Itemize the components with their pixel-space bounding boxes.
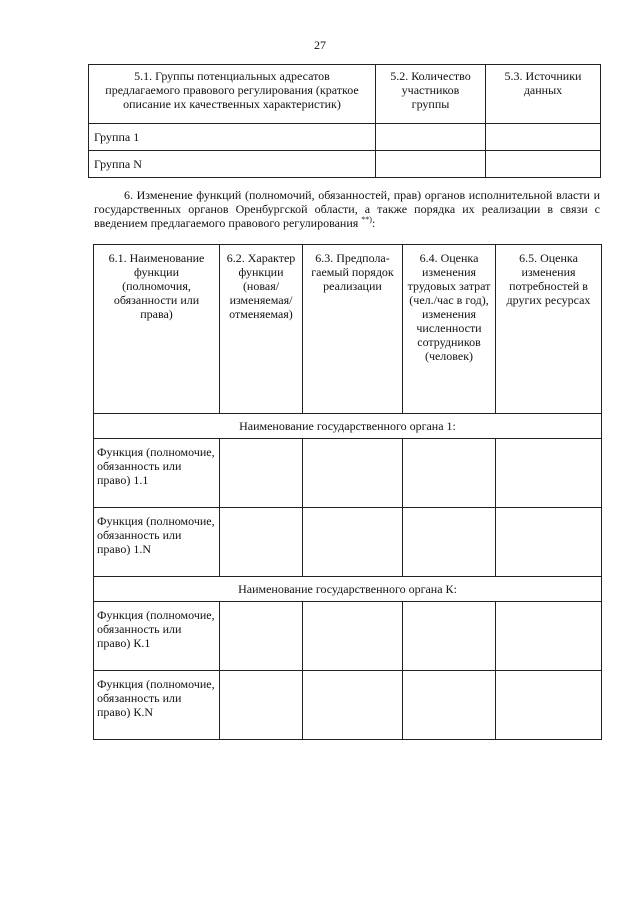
table-row — [89, 124, 601, 151]
empty-cell — [220, 508, 303, 577]
function-label: Функция (полномочие, обязанность или право) 1.N — [94, 508, 220, 577]
empty-cell — [496, 671, 602, 740]
empty-cell — [403, 671, 496, 740]
functions-table — [93, 244, 602, 740]
org-row — [94, 577, 602, 602]
empty-cell — [496, 508, 602, 577]
header-cell: 6.2. Характер функции (новая/ изменяемая/ отменяемая) — [220, 245, 303, 414]
empty-cell — [403, 602, 496, 671]
footnote-mark: **) — [361, 215, 372, 224]
header-cell: 6.1. Наименование функции (полномочия, обязанности или права) — [94, 245, 220, 414]
header-cell: 6.3. Предпола-гаемый порядок реализации — [303, 245, 403, 414]
empty-cell — [303, 439, 403, 508]
empty-cell — [496, 439, 602, 508]
header-cell: 6.5. Оценка изменения потребностей в других ресурсах — [496, 245, 602, 414]
org-name-1: Наименование государственного органа 1: — [94, 414, 602, 439]
empty-cell — [376, 151, 486, 178]
org-name-k: Наименование государственного органа К: — [94, 577, 602, 602]
empty-cell — [303, 602, 403, 671]
function-label: Функция (полномочие, обязанность или право) К.N — [94, 671, 220, 740]
target-groups-table — [88, 64, 601, 178]
table-header-row — [89, 65, 601, 124]
empty-cell — [486, 151, 601, 178]
paragraph-end: : — [371, 216, 376, 230]
table-header-row — [94, 245, 602, 414]
table-row — [94, 602, 602, 671]
header-cell: 5.1. Группы потенциальных адресатов предлагаемого правового регулирования (краткое описание их качественных характеристик) — [89, 65, 376, 124]
table-row — [94, 671, 602, 740]
section-6-text: 6. Изменение функций (полномочий, обязанностей, прав) органов исполнительной власти и государственных органов Оренбургской области, а также порядка их реализации в связи с введением предлагаемого правового регулирования — [94, 188, 600, 230]
page-number: 27 — [314, 38, 326, 52]
function-label: Функция (полномочие, обязанность или право) К.1 — [94, 602, 220, 671]
header-cell: 6.4. Оценка изменения трудовых затрат (чел./час в год), изменения численности сотрудников (человек) — [403, 245, 496, 414]
table-row — [94, 439, 602, 508]
header-cell: 5.2. Количество участников группы — [376, 65, 486, 124]
empty-cell — [496, 602, 602, 671]
empty-cell — [303, 671, 403, 740]
empty-cell — [220, 439, 303, 508]
table-row — [94, 508, 602, 577]
empty-cell — [376, 124, 486, 151]
org-row — [94, 414, 602, 439]
empty-cell — [303, 508, 403, 577]
empty-cell — [220, 671, 303, 740]
table-row — [89, 151, 601, 178]
group-label: Группа 1 — [89, 124, 376, 151]
header-cell: 5.3. Источники данных — [486, 65, 601, 124]
empty-cell — [403, 508, 496, 577]
section-6-paragraph — [94, 188, 600, 230]
group-label: Группа N — [89, 151, 376, 178]
empty-cell — [220, 602, 303, 671]
function-label: Функция (полномочие, обязанность или право) 1.1 — [94, 439, 220, 508]
empty-cell — [486, 124, 601, 151]
empty-cell — [403, 439, 496, 508]
